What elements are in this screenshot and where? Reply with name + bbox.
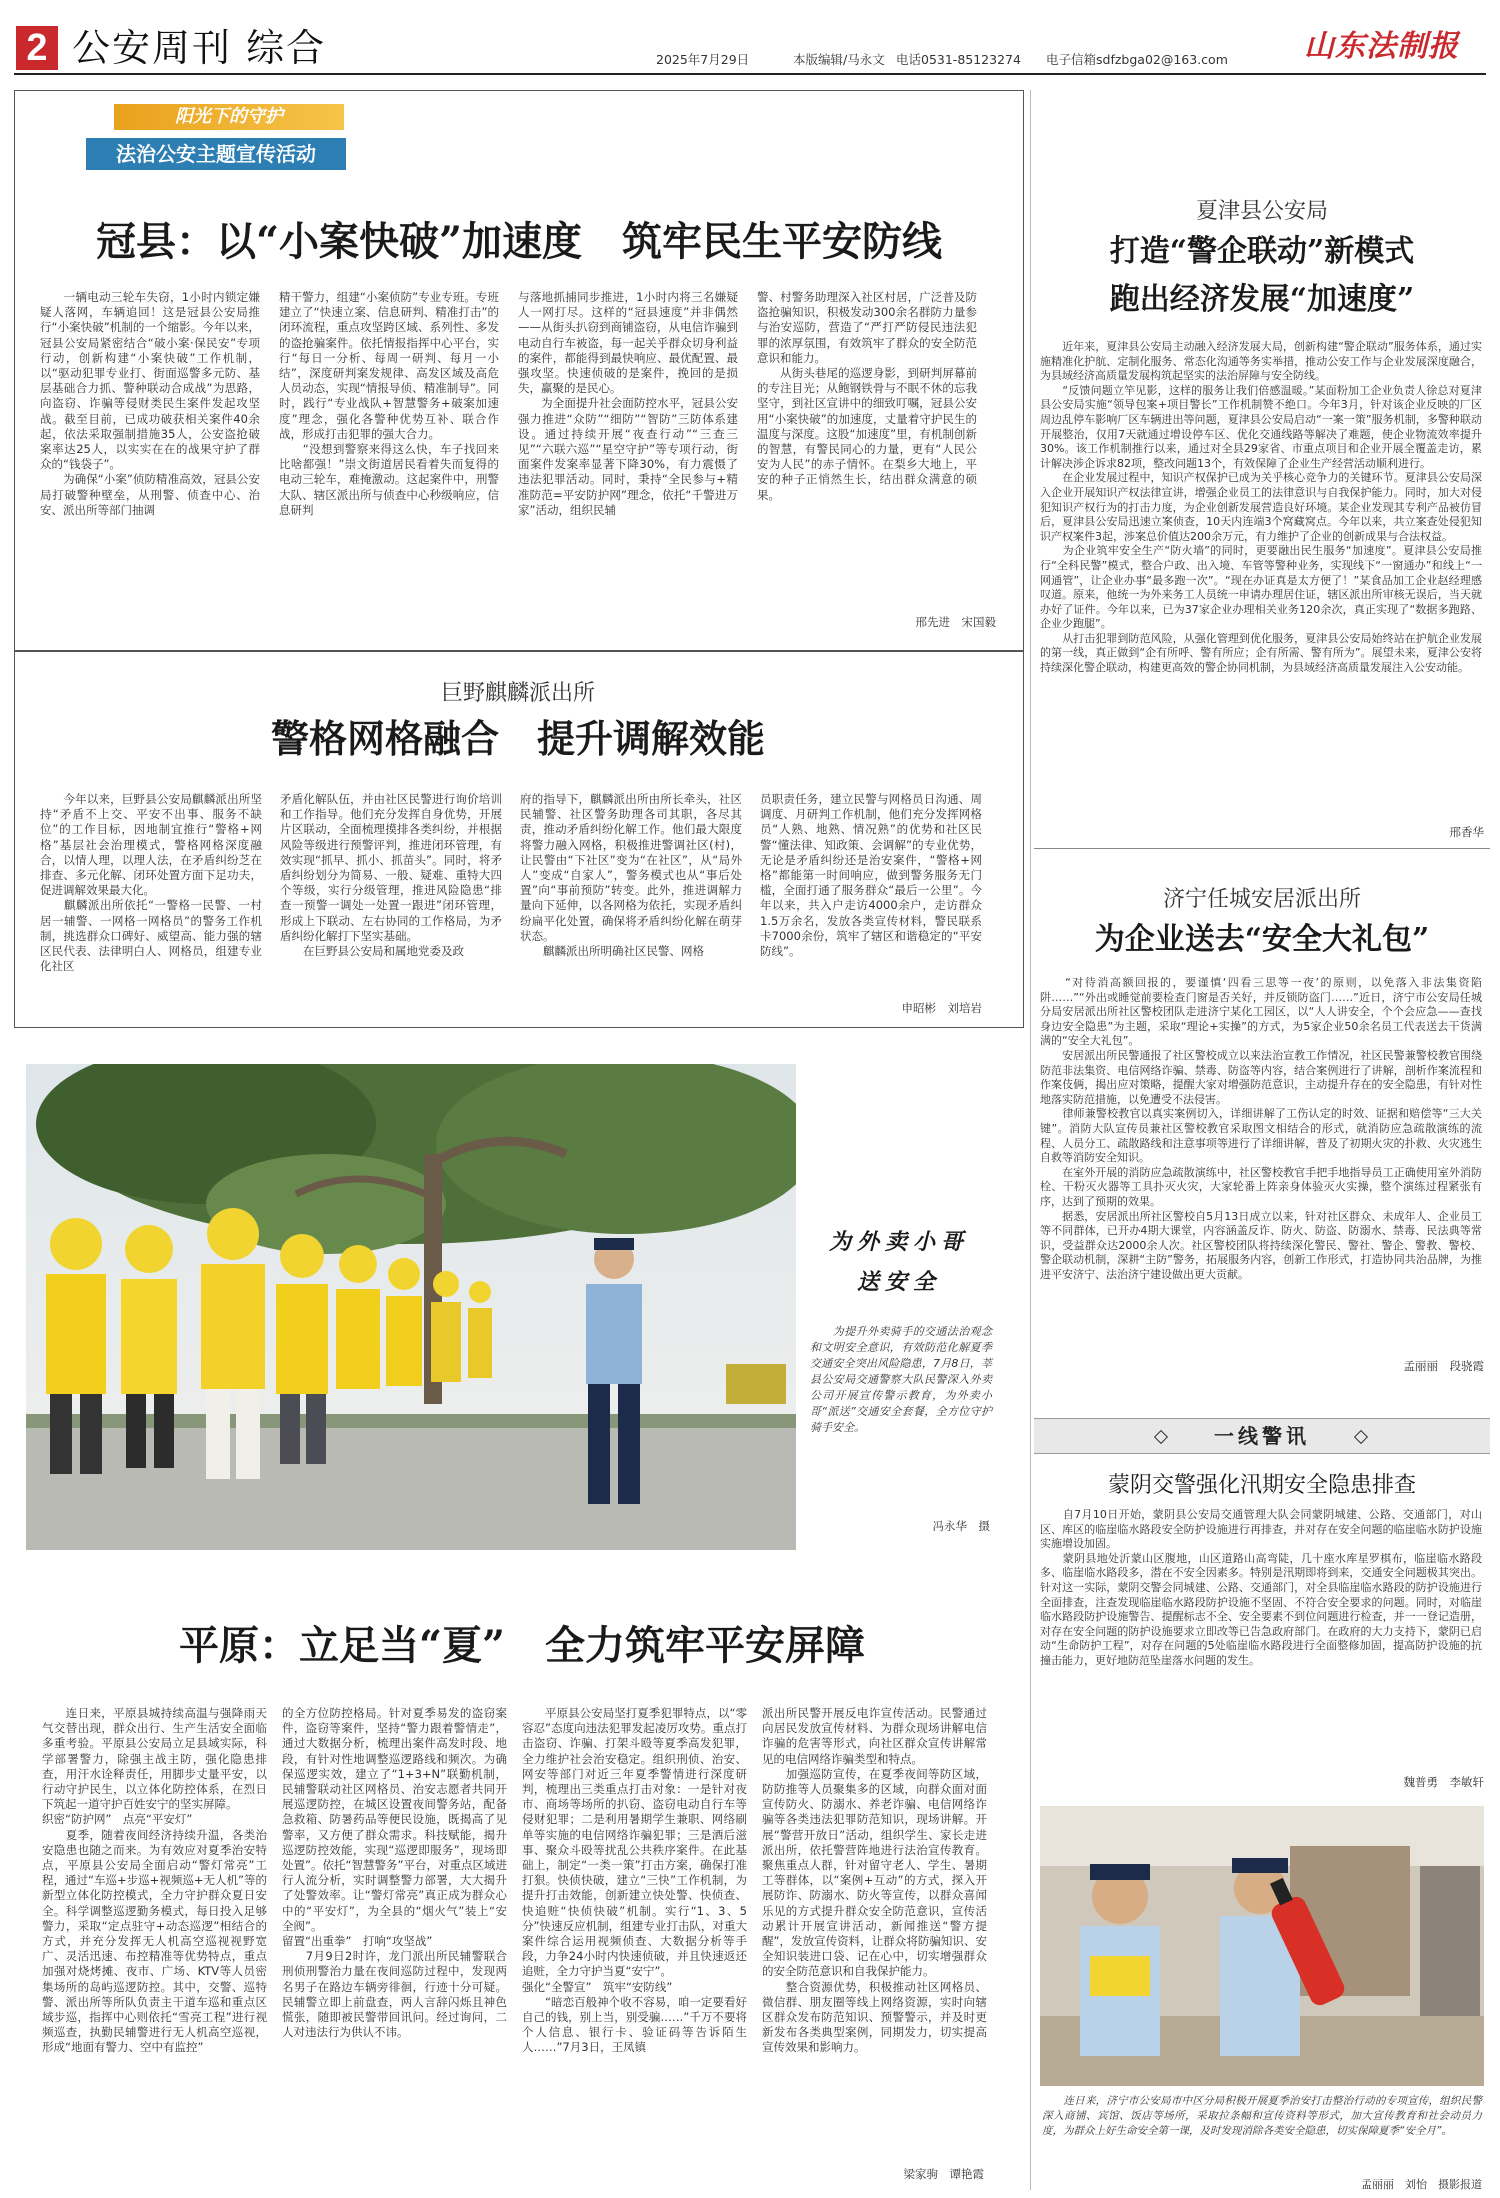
article-col-4: 派出所民警开展反电诈宣传活动。民警通过向居民发放宣传材料、为群众现场讲解电信诈骗的危害等形式，向社区群众宣传讲解常见的电信网络诈骗类型和特点。 加强巡防宣传，在夏季夜间等防区域，防防推等人员聚集多的区域，向群众面对面宣传防火、防溺水、养老诈骗、电信网络诈骗等各类违法犯罪防范知识，现场讲解。开展“警营开放日”活动，组织学生、家长走进派出所，依托警营阵地进行法治宣传教育。聚焦重点人群，针对留守老人、学生、暑期工等群体，以“案例+互动”的方式，探入开展防诈、防溺水、防火等宣传，以群众喜闻乐见的方式提升群众安全防范意识，宣传活动累计开展宣讲活动，新闻推送“警方提醒”，发放宣传资料，让群众将防骗知识、安全知识装进口袋、记在心中，切实增强群众的安全防范意识和自我保护能力。 整合资源优势，积极推动社区网格员、微信群、朋友圈等线上网络资源，实时向辖区群众发布防范知识、预警警示，并及时更新发布各类典型案例，同期发力，切实提高宣传效果和影响力。 (762, 1706, 987, 2055)
masthead-date: 2025年7月29日 (656, 52, 750, 67)
caption-title-line-1: 为外卖小哥 (828, 1229, 969, 1255)
article-headline-2: 跑出经济发展“加速度” (1109, 282, 1415, 317)
article-headline: 为企业送去“安全大礼包” (1094, 922, 1430, 957)
masthead-rule (14, 73, 1486, 75)
article-kicker: 济宁任城安居派出所 (1162, 887, 1361, 912)
section-title: 公安周刊 综合 (72, 26, 327, 70)
photo-delivery-riders (26, 1064, 796, 1550)
article-author: 申昭彬 刘培岩 (901, 1001, 982, 1015)
article-col-2: 的全方位防控格局。针对夏季易发的盗窃案件，盗窃等案件，坚持“警力跟着警情走”，通过大数据分析，梳理出案件高发时段、地段，有针对性地调整巡逻路线和频次。为确保巡逻实效，建立了“1+3+N”联勤机制，民辅警联动社区网格员、治安志愿者共同开展巡逻防控，在城区设置夜间警务站，配备急救箱、防暑药品等便民设施，既揭高了见警率，又方便了群众需求。科技赋能，揭升巡逻防控效能，实现“巡逻即服务”，现场即处置”。依托“智慧警务”平台，对重点区域进行人流分析，实时调整警力部署，大大揭升了处警效率。让“警灯常亮”真正成为群众心中的“平安灯”，为全县的“烟火气”装上“安全阀”。 留置“出重拳” 打响“攻坚战” 7月9日2时许，龙门派出所民辅警联合刑侦刑警治力量在夜间巡防过程中，发现两名男子在路边车辆旁徘徊，行迹十分可疑。民辅警立即上前盘查，两人言辞闪烁且神色慌张，随即被民警带回讯问。经过询问，二人对违法行为供认不讳。 (282, 1706, 507, 2040)
article-headline: 警格网格融合 提升调解效能 (270, 716, 765, 761)
section-divider (1034, 848, 1490, 849)
brief-header-label: 一线警讯 (1214, 1424, 1310, 1448)
article-author: 孟丽丽 段骁霞 (1403, 1359, 1484, 1373)
article-col-3: 府的指导下，麒麟派出所由所长牵头，社区民辅警、社区警务助理各司其职，各尽其责，推动矛盾纠纷化解工作。他们最大限度将警力融入网格，积极推进警调社区(村)，让民警由“下社区”变为“在社区”，从“局外人”变成“自家人”，警务模式也从“事后处置”向“事前预防”转变。此外，推进调解力量向下延伸，以各网格为依托，实现矛盾纠纷扁平化处置，确保将矛盾纠纷化解在萌芽状态。 麒麟派出所明确社区民警、网格 (520, 792, 742, 959)
masthead-editor: 本版编辑/马永文 (793, 52, 885, 67)
article-col-2: 矛盾化解队伍，并由社区民警进行询价培训和工作指导。他们充分发挥自身优势，开展片区联动，全面梳理摸排各类纠纷，并根据风险等级进行预警评判，推进闭环管理，有效实现“抓早、抓小、抓苗头”。同时，将矛盾纠纷划分为简易、一般、疑难、重特大四个等级，实行分级管理，推进风险隐患“排查一预警一调处一处置一跟进”闭环管理，形成上下联动、左右协同的工作格局，为矛盾纠纷化解打下坚实基础。 在巨野县公安局和属地党委及政 (280, 792, 502, 959)
article-xiajin (1034, 180, 1490, 860)
brief-body: 自7月10日开始，蒙阴县公安局交通管理大队会同蒙阴城建、公路、交通部门，对山区、库区的临崖临水路段安全防护设施进行再排查，并对存在安全问题的临崖临水防护设施实施增设加固。 蒙阴县地处沂蒙山区腹地，山区道路山高弯陡，几十座水库星罗棋布，临崖临水路段多、临崖临水路段多，潜在不安全因素多。特别是汛期即将到来，交通安全问题极其突出。针对这一实际，蒙阴交警会同城建、公路、交通部门，对全县临崖临水路段的防护设施进行全面排查，注查发现临崖临水路段防护设施不坚固、不符合安全要求的问题。同时，对临崖临水路段防护设施警告、提醒标志不全、安全要素不到位问题进行检查，并一一登记造册，对存在安全问题的防护设施要求立即改等已告急政府部门。在政府的大力支持下，蒙阴已启动“生命防护工程”，对存在问题的5处临崖临水路段进行全面整修加固，提高防护设施的抗撞击能力，更好地防范坠崖落水问题的发生。 (1040, 1508, 1482, 1667)
article-body: 近年来，夏津县公安局主动融入经济发展大局，创新构建“警企联动”服务体系，通过实施精准化护航、定制化服务、常态化沟通等务实举措，推动公安工作与企业发展深度融合，为县域经济高质量发展构筑起坚实的法治屏障与安全防线。 “反馈问题立竿见影，这样的服务让我们倍感温暖。”某面粉加工企业负责人徐总对夏津县公安局实施“领导包案+项目警长”工作机制赞不绝口。今年3月，针对该企业反映的厂区周边乱停车影响厂区车辆进出等问题，夏津县公安局启动“一案一策”服务机制，多警种联动开展整治，仅用7天就通过增设停车区、优化交通线路等解决了难题，使企业物流效率提升30%。该工作机制推行以来，通过对全县29家省、市重点项目和企业开展全覆盖走访，累计解决涉企诉求82项，整改问题13个，有效保障了企业生产经营活动顺利进行。 在企业发展过程中，知识产权保护已成为关乎核心竞争力的关键环节。夏津县公安局深入企业开展知识产权法律宣讲，增强企业员工的法律意识与自我保护能力。同时，加大对侵犯知识产权行为的打击力度，为企业创新发展营造良好环境。某企业发现其专利产品被仿冒后，夏津县公安局迅速立案侦查，10天内连端3个窝藏窝点。今年以来，共立案查处侵犯知识产权案件3起，涉案总价值达200余万元，有力维护了企业的创新成果与合法权益。 为企业筑牢安全生产“防火墙”的同时，更要融出民生服务“加速度”。夏津县公安局推行“全科民警”模式，整合户政、出入境、车管等警种业务，实现线下“一窗通办”和线上“一网通管”，让企业办事“最多跑一次”。“现在办证真是太方便了！”某食品加工企业赵经理感叹道。原来，他统一为外来务工人员统一申请办理居住证，辖区派出所审核无误后，当天就办好了证件。今年以来，已为37家企业办理相关业务120余次，真正实现了“数据多跑路、企业少跑腿”。 从打击犯罪到防范风险，从强化管理到优化服务，夏津县公安局始终站在护航企业发展的第一线，真正做到“企有所呼、警有所应；企有所需、警有所为”。展望未来，夏津公安将持续深化警企联动，构建更高效的警企协同机制，为县域经济高质量发展注入公安动能。 (1040, 340, 1482, 675)
article-body: “对待消高额回报的，要谨慎‘四看三思等一夜’的原则，以免落入非法集资陷阱……”“外出或睡觉前要检查门窗是否关好，并反锁防盗门……”近日，济宁市公安局任城分局安居派出所社区警校团队走进济宁某化工园区，以“人人讲安全，个个会应急——查找身边安全隐患”为主题，采取“理论+实操”的方式，为5家企业50余名员工代表送去干货满满的“安全大礼包”。 安居派出所民警通报了社区警校成立以来法治宣教工作情况，社区民警兼警校教官围绕防范非法集资、电信网络诈骗、禁毒、防盗等内容，结合案例进行了讲解，剖析作案流程和作案伎俩，揭出应对策略，提醒大家对增强防范意识，主动提升存在的安全隐患，有针对性地落实防范措施，以免遭受不法侵害。 律师兼警校教官以真实案例切入，详细讲解了工伤认定的时效、证据和赔偿等“三大关键”。消防大队宣传员兼社区警校教官采取图文相结合的形式，就消防应急疏散演练的流程、人员分工、疏散路线和注意事项等进行了详细讲解，普及了初期火灾的扑救、火灾逃生自救等消防安全知识。 在室外开展的消防应急疏散演练中，社区警校教官手把手地指导员工正确使用室外消防栓、干粉灭火器等工具扑灭火灾，大家轮番上阵亲身体验灭火实操，整个演练过程紧张有序，达到了预期的效果。 据悉，安居派出所社区警校自5月13日成立以来，针对社区群众、未成年人、企业员工等不同群体，已开办4期大课堂，内容涵盖反诈、防火、防盗、防溺水、禁毒、民法典等常识，受益群众达2000余人次。社区警校团队将持续深化警民、警社、警企、警教、警校、警企联动机制，深耕“主防”警务，拓展服务内容，创新工作形式，打造协同共治品牌，为推进平安济宁、法治济宁建设做出更大贡献。 (1040, 976, 1482, 1281)
brief-author: 魏普勇 李敏轩 (1403, 1775, 1484, 1789)
brief-header (1034, 1418, 1490, 1454)
article-col-4: 警、村警务助理深入社区村居，广泛普及防盗抢骗知识，积极发动300余名群防力量参与治安巡防，营造了“严打严防侵民违法犯罪的浓厚氛围，有效筑牢了群众的安全防范意识和能力。 从街头巷尾的巡逻身影，到研判屏幕前的专注目光；从鲍钢铁骨与不眠不休的忘我坚守，到社区宣讲中的细致叮嘱，冠县公安用“小案快破”的加速度，丈量着守护民生的温度与深度。这股“加速度”里，有机制创新的智慧，有警民同心的力量，更有“人民公安为人民”的赤子情怀。在梨乡大地上，平安的种子正悄然生长，结出群众满意的硕果。 (757, 290, 977, 502)
article-col-3: 与落地抓捕同步推进，1小时内将三名嫌疑人一网打尽。这样的“冠县速度”并非偶然——从街头扒窃到商铺盗窃，从电信诈骗到电动自行车被盗，每一起关乎群众切身利益的案件，都能得到最快响应、最优配置、最强攻坚。快速侦破的是案件，挽回的是损失，赢聚的是民心。 为全面提升社会面防控水平，冠县公安强力推进“众防”“细防”“智防”三防体系建设。通过持续开展“夜查行动”“三查三见”“六联六巡”“星空守护”等专项行动，街面案件发案率显著下降30%，有力震慑了违法犯罪活动。同时，秉持“全民参与+精准防范=平安防护网”理念，依托“千警进万家”活动，组织民辅 (518, 290, 738, 517)
article-headline-1: 打造“警企联动”新模式 (1109, 234, 1415, 269)
caption-title (804, 1222, 994, 1302)
article-col-1: 连日来，平原县城持续高温与强降雨天气交替出现，群众出行、生产生活安全面临多重考验。平原县公安局立足县域实际，科学部署警力，除强主战主防，强化隐患排查，用汗水诠释责任，用脚步丈量平安，以行动守护民生，以立体化防控体系，在烈日下筑起一道守护百姓安宁的坚实屏障。 织密“防护网” 点亮“平安灯” 夏季，随着夜间经济持续升温，各类治安隐患也随之而来。为有效应对夏季治安特点，平原县公安局全面启动“警灯常亮”工程，通过“车巡+步巡+视频巡+无人机”等的新型立体化防控模式，全力守护群众夏日安全。科学调整巡逻勤务模式，每日投入足够警力，采取“定点驻守+动态巡逻”相结合的方式，并充分发挥无人机高空巡视视野宽广、灵活迅速、布控精准等优势特点，重点加强对烧烤摊、夜市、广场、KTV等人员密集场所的岛屿巡逻防控。其中，交警、巡特警、派出所等所队负责主干道车巡和重点区域步巡，指挥中心则依托“雪亮工程”进行视频巡查，执勤民辅警进行无人机高空巡视，形成“地面有警力、空中有监控” (42, 1706, 267, 2055)
banner-subtitle: 法治公安主题宣传活动 (86, 138, 346, 170)
caption-text: 连日来，济宁市公安局市中区分局积极开展夏季治安打击整治行动的专项宣传，组织民警深入商铺、宾馆、饭店等场所，采取拉条幅和宣传资料等形式，加大宣传教育和社会动员力度，为群众上好生命安全第一课，及时发现消除各类安全隐患，切实保障夏季“安全月”。 (1042, 2095, 1482, 2137)
caption-author: 冯永华 摄 (932, 1519, 990, 1533)
caption-text: 为提升外卖骑手的交通法治观念和文明安全意识，有效防范化解夏季交通安全突出风险隐患，7月8日，莘县公安局交通警察大队民警深入外卖公司开展宣传警示教育，为外卖小哥“派送”交通安全套餐，全方位守护骑手安全。 (810, 1325, 992, 1434)
photo-feature-inspection (1034, 1806, 1490, 2192)
article-headline: 平原：立足当“夏” 全力筑牢平安屏障 (178, 1622, 865, 1669)
article-col-1: 一辆电动三轮车失窃，1小时内锁定嫌疑人落网，车辆追回！这是冠县公安局推行“小案快破”机制的一个缩影。今年以来，冠县公安局紧密结合“破小案·保民安”专项行动，创新构建“小案快破”工作机制，以“驱动犯罪专业打、街面巡警多元防、基层基础合力抓、警种联动合成战”为思路，向盗窃、诈骗等侵财类民生案件发起攻坚战。截至目前，已成功破获相关案件40余起，依法采取强制措施35人，公安盗抢破案率达25人，以实实在在的战果守护了群众的“钱袋子”。 为确保“小案”侦防精准高效，冠县公安局打破警种壁垒，从刑警、侦查中心、治安、派出所等部门抽调 (40, 290, 260, 517)
article-kicker: 夏津县公安局 (1195, 199, 1328, 224)
article-rencheng (1034, 868, 1490, 1388)
photo-police-inspection (1040, 1806, 1484, 2086)
article-col-2: 精干警力，组建“小案侦防”专业专班。专班建立了“快速立案、信息研判、精准打击”的闭环流程，重点攻坚跨区域、系列性、多发的盗抢骗案件。依托情报指挥中心平台，实行“每日一分析、每周一研判、每月一小结”，深度研判案发规律、高发区域及高危人员动态，实现“情报导侦、精准制导”。同时，践行“专业战队+智慧警务+破案加速度”理念，强化各警种优势互补、联合作战，形成打击犯罪的强大合力。 “没想到警察来得这么快，车子找回来比啥都强！”崇文街道居民看着失而复得的电动三轮车，难掩激动。这起案件中，刑警大队、辖区派出所与侦查中心秒级响应，信息研判 (279, 290, 499, 517)
masthead-email: 电子信箱sdfzbga02@163.com (1046, 52, 1228, 67)
caption-author: 孟丽丽 刘怡 摄影报道 (1361, 2178, 1482, 2191)
column-divider (1030, 90, 1031, 2190)
article-col-3: 平原县公安局坚打夏季犯罪特点，以“零容忍”态度向违法犯罪发起凌厉攻势。重点打击盗窃、诈骗、打架斗殴等夏季高发犯罪，全力维护社会治安稳定。组织刑侦、治安、网安等部门对近三年夏季警情进行深度研判，梳理出三类重点打击对象：一是针对夜市、商场等场所的扒窃、盗窃电动自行车等侵财犯罪；二是利用暑期学生兼职、网络刷单等实施的电信网络诈骗犯罪；三是酒后滋事、聚众斗殴等扰乱公共秩序案件。在此基础上，制定“一类一策”打击方案，确保打准打狠。快侦快破，建立“三快”工作机制，为提升打击效能，创新建立快处警、快侦查、快追赃“快侦快破”机制。实行“1、3、5分”快速反应机制，组建专业打击队，对重大案件综合运用视频侦查、大数据分析等手段，力争24小时内快速侦破，并且快速返还追赃，全力守护当夏“安宁”。 强化“全警宣” 筑牢“安防线” “暗恋百般神个收不容易，咱一定要看好自己的钱，别上当，别受骗……”千万不要将个人信息、银行卡、验证码等告诉陌生人……”7月3日，王凤镇 (522, 1706, 747, 2055)
newspaper-logo: 山东法制报 (1304, 29, 1459, 64)
article-col-1: 今年以来，巨野县公安局麒麟派出所坚持“矛盾不上交、平安不出事、服务不缺位”的工作目标，因地制宜推行“警格+网格”基层社会治理模式，警格网格深度融合，以情人理，以理人法，在矛盾纠纷芝在排查、多元化解、闭环处置方面下足功夫，促进调解效果最大化。 麒麟派出所依托“一警格一民警、一村居一辅警、一网格一网格员”的警务工作机制，挑选群众口碑好、威望高、能力强的辖区民代表、法律明白人、网格员，组建专业化社区 (40, 792, 262, 974)
brief-headline: 蒙阴交警强化汛期安全隐患排查 (1107, 1473, 1416, 1498)
article-author: 梁家驹 谭艳霞 (903, 2167, 984, 2181)
photo-feature-delivery (14, 1052, 1030, 1552)
article-juye (14, 650, 1030, 1030)
masthead (0, 0, 1500, 82)
masthead-phone: 电话0531-85123274 (896, 52, 1021, 67)
page-number-badge: 2 (16, 26, 58, 70)
article-author: 邢香华 (1449, 825, 1484, 839)
article-headline: 冠县：以“小案快破”加速度 筑牢民生平安防线 (95, 218, 942, 265)
article-col-4: 员职责任务，建立民警与网格员日沟通、周调度、月研判工作机制，他们充分发挥网格员“人熟、地熟、情况熟”的优势和社区民警“懂法律、知政策、会调解”的专业优势，无论是矛盾纠纷还是治安案件，“警格+网格”都能第一时间响应，做到警务服务无门槛，全面打通了服务群众“最后一公里”。今年以来，共入户走访4000余户，走访群众1.5万余名，发放各类宣传材料，警民联系卡7000余份，筑牢了辖区和谐稳定的“平安防线”。 (760, 792, 982, 959)
article-guanxian (14, 90, 1030, 660)
article-author: 邢先进 宋国毅 (915, 615, 996, 629)
article-pingyuan (14, 1566, 1030, 2186)
article-kicker: 巨野麒麟派出所 (440, 681, 595, 706)
banner-title: 阳光下的守护 (114, 104, 344, 130)
caption-title-line-2: 送安全 (856, 1269, 941, 1295)
brief-box (1034, 1398, 1490, 1798)
